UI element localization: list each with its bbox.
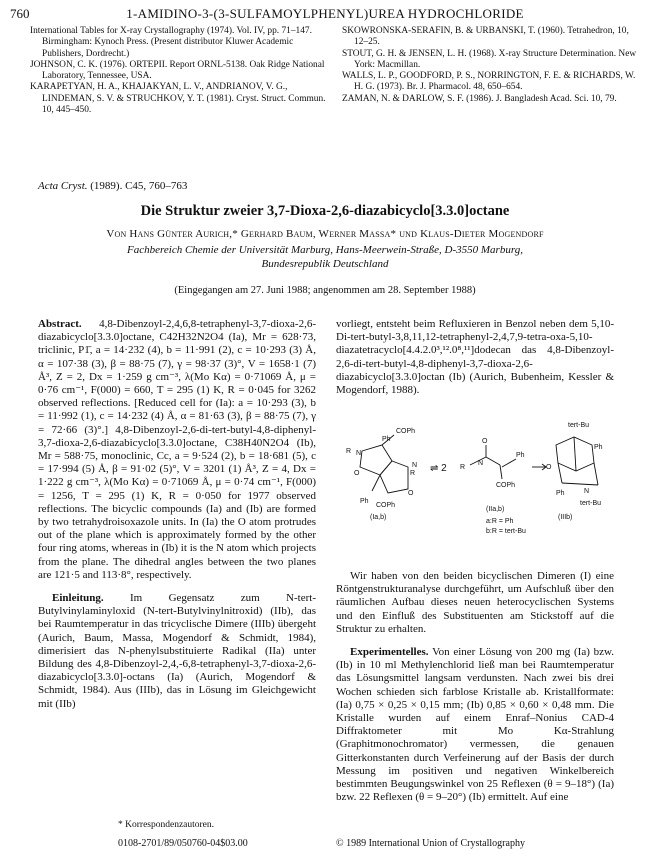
group-label: Ph [382, 436, 391, 443]
experimental-label: Experimentelles. [350, 646, 429, 659]
scheme-label-I: (Ia,b) [370, 514, 387, 521]
reference-item: ZAMAN, N. & DARLOW, S. F. (1986). J. Bangladesh Acad. Sci. 10, 79. [342, 93, 617, 104]
introduction-text: Im Gegensatz zum N-tert-Butylvinylaminyloxid (N-tert-Butylvinylnitroxid) (IIb), das bei Raumtemperatur in das tricyclische Dimere (IIIb) übergeht (Aurich, Baum, Massa, Mogendorf & Schmidt, 1984), dimerisiert das N-phenylsubstituierte Radikal (IIa) unter Bildung des 4,8-Dibenzoyl-2,4,-6,8-tetraphenyl-3,7-dioxa-2,6-diazabicyclo[3.3.0]-octans (Ia) (Aurich, Mogendorf & Schmidt, 1984). Aus (IIIb), das in Lösung im Gleichgewicht mit (IIb) [38, 592, 316, 710]
reaction-scheme-drawing [336, 415, 614, 555]
reference-item: SKOWRONSKA-SERAFIN, B. & URBANSKI, T. (1960). Tetrahedron, 10, 12–25. [342, 26, 629, 48]
abstract-text: 4,8-Dibenzoyl-2,4,6,8-tetraphenyl-3,7-dioxa-2,6-diazabicyclo[3.3.0]octane, C42H32N2O4 (Ia), Mr = 628·73, triclinic, P1̄, a = 14·232 (4), b = 11·991 (2), c = 10·293 (3) Å, α = 107·38 (3), β = 88·75 (7), γ = 98·37 (3)°, V = 1658·1 (7) Å³, Z = 2, Dx = 1·259 g cm⁻³, λ(Mo Kα) = 0·71069 Å, μ = 0·76 cm⁻¹, F(000) = 660, T = 295 (1) K, R = 0·045 for 3262 observed reflections. [Reduced cell for (Ia): a = 10·293 (3), b = 11·992 (1), c = 14·232 (4) Å, α = 81·63 (3), β = 88·75 (7), γ = 72·66 (3)°.] 4,8-Dibenzoyl-2,6-di-tert-butyl-4,8-diphenyl-3,7-dioxa-2,6-diazabicyclo[3.3.0]octane, C38H40N2O4 (Ib), Mr = 588·75, monoclinic, Cc, a = 9·524 (2), b = 18·681 (5), c = 17·994 (5) Å, β = 91·02 (5)°, V = 3201 (1) Å³, Z = 4, Dx = 1·222 g cm⁻³, λ(Mo Kα) = 0·71069 Å, μ = 0·74 cm⁻¹, F(000) = 1256, T = 295 (1) K, R = 0·050 for 1977 observed reflections. The bicyclic compounds (Ia) and (Ib) are formed by two tetrahydroisoxazole units. In (Ia) the O atom protrudes out of the plane which is approximately formed by the other four ring atoms, whereas in (Ib) it is the N atom which projects from the plane. The dihedral angles between the two planes are 121·5 and 113·8°, respectively. [38, 318, 316, 581]
reaction-arrow [532, 464, 546, 470]
group-label: Ph [556, 490, 565, 497]
introduction-label: Einleitung. [52, 592, 104, 605]
group-label: Ph [516, 452, 525, 459]
citation-line [38, 180, 187, 192]
scheme-label-II: (IIa,b) [486, 506, 505, 513]
scheme-label-III: (IIIb) [558, 514, 573, 521]
abstract-label: Abstract. [38, 318, 82, 330]
citation-details: (1989). C45, 760–763 [90, 180, 188, 192]
affiliation-line: Fachbereich Chemie der Universität Marburg, Hans-Meerwein-Straße, D-3550 Marburg, [127, 244, 523, 256]
group-label: COPh [396, 428, 416, 435]
group-label: tert-Bu [580, 500, 602, 507]
structure-III [556, 437, 598, 485]
footnote: * Korrespondenzautoren. [118, 820, 215, 830]
references-left [30, 26, 326, 116]
group-label: COPh [496, 482, 516, 489]
left-column [38, 318, 316, 711]
atom-label: R [410, 470, 416, 477]
right-column-top [336, 318, 614, 397]
affiliation [0, 243, 650, 271]
atom-label: O [546, 464, 552, 471]
equilibrium-arrow: ⇌ 2 [430, 463, 447, 474]
structure-I [360, 435, 408, 493]
atom-label: O [354, 470, 360, 477]
atom-label: R [346, 448, 352, 455]
reference-item: STOUT, G. H. & JENSEN, L. H. (1968). X-ray Structure Determination. New York: Macmillan. [342, 48, 637, 70]
footer-code: 0108-2701/89/050760-04$03.00 [118, 838, 248, 849]
article-authors: Von Hans Günter Aurich,* Gerhard Baum, Werner Massa* und Klaus-Dieter Mogendorf [106, 228, 544, 240]
group-label: Ph [360, 498, 369, 505]
motivation-paragraph: Wir haben von den beiden bicyclischen Dimeren (I) eine Röntgenstrukturanalyse durchgeführt, um Aufschluß über den räumlichen Aufbau dieses neuen heterocyclischen Systems und den Einfluß des Substituenten am Stickstoff auf die Struktur zu erhalten. [336, 570, 614, 635]
group-label: Ph [594, 444, 603, 451]
reaction-scheme [336, 415, 614, 555]
scheme-legend-b: b:R = tert-Bu [486, 528, 526, 535]
article-title: Die Struktur zweier 3,7-Dioxa-2,6-diazabicyclo[3.3.0]octane [140, 203, 510, 219]
reference-item: KARAPETYAN, H. A., KHAJAKYAN, L. V., ANDRIANOV, V. G., LINDEMAN, S. V. & STRUCHKOV, Y. T. (1981). Cryst. Struct. Commun. 10, 445–450. [30, 82, 326, 116]
atom-label: N [584, 488, 590, 495]
reference-item: WALLS, L. P., GOODFORD, P. S., NORRINGTON, F. E. & RICHARDS, W. H. G. (1973). Br. J. Pharmacol. 48, 650–654. [342, 71, 636, 93]
atom-label: N [478, 460, 484, 467]
running-title: 1-AMIDINO-3-(3-SULFAMOYLPHENYL)UREA HYDROCHLORIDE [126, 6, 524, 21]
footer-copyright: © 1989 International Union of Crystallography [336, 838, 525, 849]
references-right [342, 26, 638, 105]
experimental-text: Von einer Lösung von 200 mg (Ia) bzw. (Ib) in 10 ml Methylenchlorid ließ man bei Raumtemperatur das Lösungsmittel langsam verdunsten. Nach zwei bis drei Wochen schieden sich farblose Kristalle ab. Kristallformate: (Ia) 0,75 × 0,25 × 0,15 mm; (Ib) 0,85 × 0,60 × 0,48 mm. Die Kristalle wurden auf einem Enraf–Nonius CAD-4 Diffraktometer mit Mo Kα-Strahlung (Graphitmonochromator) vermessen, die genauen Gitterkonstanten durch Verfeinerung auf der Basis der durch Messung im positiven und negativen Winkelbereich bestimmten Beugungswinkel von 25 Reflexen (θ = 9–18°) (Ia) bzw. 22 Reflexen (θ = 9–20°) (Ib) ermittelt. Auf eine [336, 646, 614, 804]
journal-name: Acta Cryst. [38, 180, 88, 192]
group-label: COPh [376, 502, 396, 509]
atom-label: N [412, 462, 418, 469]
abstract-paragraph [38, 318, 316, 582]
affiliation-line: Bundesrepublik Deutschland [261, 258, 389, 270]
atom-label: O [408, 490, 414, 497]
scheme-legend-a: a:R = Ph [486, 518, 514, 525]
structure-II [470, 445, 516, 479]
atom-label: O [482, 438, 488, 445]
atom-label: R [460, 464, 466, 471]
atom-label: N [356, 450, 362, 457]
right-column-bottom [336, 570, 614, 804]
page-header [10, 6, 640, 22]
group-label: tert-Bu [568, 422, 590, 429]
reference-item: International Tables for X-ray Crystallography (1974). Vol. IV, pp. 71–147. Birmingham: Kynoch Press. (Present distributor Kluwer Academic Publishers, Dordrecht.) [30, 26, 312, 59]
page-number: 760 [10, 6, 30, 21]
received-dates: (Eingegangen am 27. Juni 1988; angenommen am 28. September 1988) [174, 285, 476, 296]
experimental-paragraph [336, 646, 614, 804]
continued-paragraph: vorliegt, entsteht beim Refluxieren in Benzol neben dem 5,10-Di-tert-butyl-3,8,11,12-tetraphenyl-2,4,7,9-tetra-oxa-5,10-diazatetracyclo[4.4.2.0³,¹².0⁸,¹¹]dodecan das 4,8-Dibenzoyl-2,6-di-tert-butyl-4,8-diphenyl-3,7-dioxa-2,6-diazabicyclo[3.3.0]octan (Ib) (Aurich, Bubenheim, Kessler & Mogendorf, 1988). [336, 318, 614, 397]
reference-item: JOHNSON, C. K. (1976). ORTEPII. Report ORNL-5138. Oak Ridge National Laboratory, Tennessee, USA. [30, 59, 325, 82]
introduction-paragraph [38, 592, 316, 711]
